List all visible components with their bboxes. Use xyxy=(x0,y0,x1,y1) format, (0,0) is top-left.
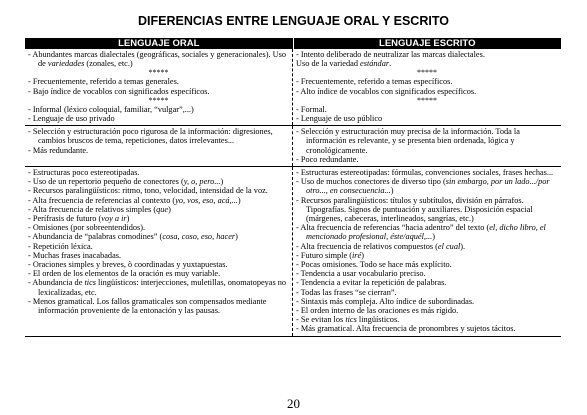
list-item: - Menos gramatical. Los fallos gramaticales son compensados mediante información proveniente de la entonación y las pausas. xyxy=(28,296,267,316)
italic-term: tics xyxy=(84,278,96,288)
escrito-column-cell xyxy=(293,167,561,336)
page-title: DIFERENCIAS ENTRE LENGUAJE ORAL Y ESCRITO xyxy=(138,14,449,28)
list-item: - Bajo índice de vocablos con significados específicos. xyxy=(28,86,210,96)
page-number: 20 xyxy=(287,396,300,411)
list-item: - Informal (léxico coloquial, familiar, “vulgar”,...) xyxy=(28,104,194,114)
list-item: - Selección y estructuración poco rigurosa de la información: digresiones, cambios bruscos de tema, repeticiones, datos irrelevantes... xyxy=(28,127,273,146)
list-item: - Estructuras poco estereotipadas. xyxy=(28,168,140,178)
italic-term: voy a ir xyxy=(101,214,127,224)
list-item: - Repetición léxica. xyxy=(28,241,93,251)
escrito-column-cell xyxy=(293,49,561,125)
list-item: - Oraciones simples y breves, ò coordinadas y yuxtapuestas. xyxy=(28,260,228,270)
italic-term: el, dicho libro, el mencionado profesional, éste/aquél,... xyxy=(306,223,546,242)
italic-term: estándar xyxy=(360,59,390,69)
comparison-table xyxy=(25,38,561,337)
list-item: - Alta frecuencia de relativos simples (que) xyxy=(28,204,171,214)
list-item: - Tendencia a usar vocabulario preciso. xyxy=(296,269,426,279)
italic-term: sin embargo, por un lado.../por otro..., en consecuencia... xyxy=(306,177,550,196)
list-item: - Alta frecuencia de referencias al contexto (yo, vos, eso, acá,...) xyxy=(28,195,241,205)
italic-term: iré xyxy=(352,250,362,260)
escrito-column-cell xyxy=(293,126,561,166)
list-item: - Se evitan los tics lingüísticos. xyxy=(296,315,400,325)
italic-term: y, o, pero... xyxy=(183,177,221,187)
list-item: - Más gramatical. Alta frecuencia de pronombres y sujetos tácitos. xyxy=(296,324,516,334)
list-item: - Muchas frases inacabadas. xyxy=(28,250,122,260)
list-item: - Lenguaje de uso público xyxy=(296,114,383,124)
italic-term: yo, vos, eso, acá,... xyxy=(175,195,238,205)
italic-term: que xyxy=(156,204,169,214)
list-item: - Alta frecuencia de referencias “hacia adentro” del texto (el, dicho libro, el mencionado profesional, éste/aquél,...) xyxy=(296,223,546,242)
oral-column-cell xyxy=(25,167,293,336)
list-item: - Frecuentemente, referido a temas específicos. xyxy=(296,77,453,87)
table-section xyxy=(25,125,561,166)
table-header xyxy=(25,38,561,49)
list-item: - Abundancia de tics lingüísticos: interjecciones, muletillas, onomatopeyas no lexicalizadas, etc. xyxy=(28,278,287,297)
list-item: - Más redundante. xyxy=(28,145,89,155)
separator-stars: ***** xyxy=(417,95,437,105)
list-item: - Selección y estructuración muy precisa de la información. Toda la información es relevante, y se presenta bien ordenada, lógica y cronológicamente. xyxy=(296,127,520,155)
list-item: - Tendencia a evitar la repetición de palabras. xyxy=(296,278,447,288)
italic-term: variedades xyxy=(47,59,85,69)
header-oral: LENGUAJE ORAL xyxy=(25,38,294,49)
list-item: - Sintaxis más compleja. Alto índice de subordinadas. xyxy=(296,296,475,306)
table-section xyxy=(25,166,561,336)
list-item: - Poco redundante. xyxy=(296,154,359,164)
list-item: - Abundantes marcas dialectales (geográficas, sociales y generacionales). Uso de variedades (zonales, etc.) xyxy=(28,50,287,69)
italic-term: el cual xyxy=(437,241,461,251)
list-item: - Uso de un repertorio pequeño de conectores (y, o, pero...) xyxy=(28,177,224,187)
list-item: - Perífrasis de futuro (voy a ir) xyxy=(28,214,130,224)
list-item: Uso de la variedad estándar. xyxy=(296,59,392,69)
header-escrito: LENGUAJE ESCRITO xyxy=(379,38,476,49)
table-section xyxy=(25,49,561,125)
list-item: - Intento deliberado de neutralizar las marcas dialectales. xyxy=(296,50,485,59)
italic-term: cosa, coso, eso, hacer xyxy=(162,232,236,242)
list-item: - El orden interno de las oraciones es más rígido. xyxy=(296,306,459,316)
list-item: - Lenguaje de uso privado xyxy=(28,114,115,124)
list-item: - Abundancia de “palabras comodines” (cosa, coso, eso, hacer) xyxy=(28,232,238,242)
list-item: - Todas las frases “se cierran”. xyxy=(296,287,397,297)
list-item: - Uso de muchos conectores de diverso tipo (sin embargo, por un lado.../por otro..., en consecuencia...) xyxy=(296,177,550,196)
separator-stars: ***** xyxy=(417,68,437,78)
list-item: - Formal. xyxy=(296,104,327,114)
list-item: - El orden de los elementos de la oración es muy variable. xyxy=(28,269,221,279)
italic-term: tics xyxy=(345,315,357,325)
list-item: - Alto índice de vocablos con significados específicos. xyxy=(296,86,477,96)
list-item: - Alta frecuencia de relativos compuestos (el cual). xyxy=(296,241,466,251)
list-item: - Pocas omisiones. Todo se hace más explícito. xyxy=(296,260,452,270)
list-item: - Recursos paralingüísticos: títulos y subtítulos, división en párrafos. Tipografías. Signos de puntuación y auxiliares. Disposición espacial (márgenes, cabeceras, interlineados, sangrías, etc.) xyxy=(296,195,533,224)
list-item: - Recursos paralingüísticos: ritmo, tono, velocidad, intensidad de la voz. xyxy=(28,186,268,196)
list-item: - Estructuras estereotipadas: fórmulas, convenciones sociales, frases hechas... xyxy=(296,168,554,178)
list-item: - Futuro simple (iré) xyxy=(296,250,364,260)
list-item: - Frecuentemente, referido a temas generales. xyxy=(28,77,179,87)
oral-column-cell xyxy=(25,126,293,166)
separator-stars: ***** xyxy=(148,68,169,78)
oral-column-cell xyxy=(25,49,293,125)
list-item: - Omisiones (por sobreentendidos). xyxy=(28,223,146,233)
separator-stars: ***** xyxy=(148,95,169,105)
